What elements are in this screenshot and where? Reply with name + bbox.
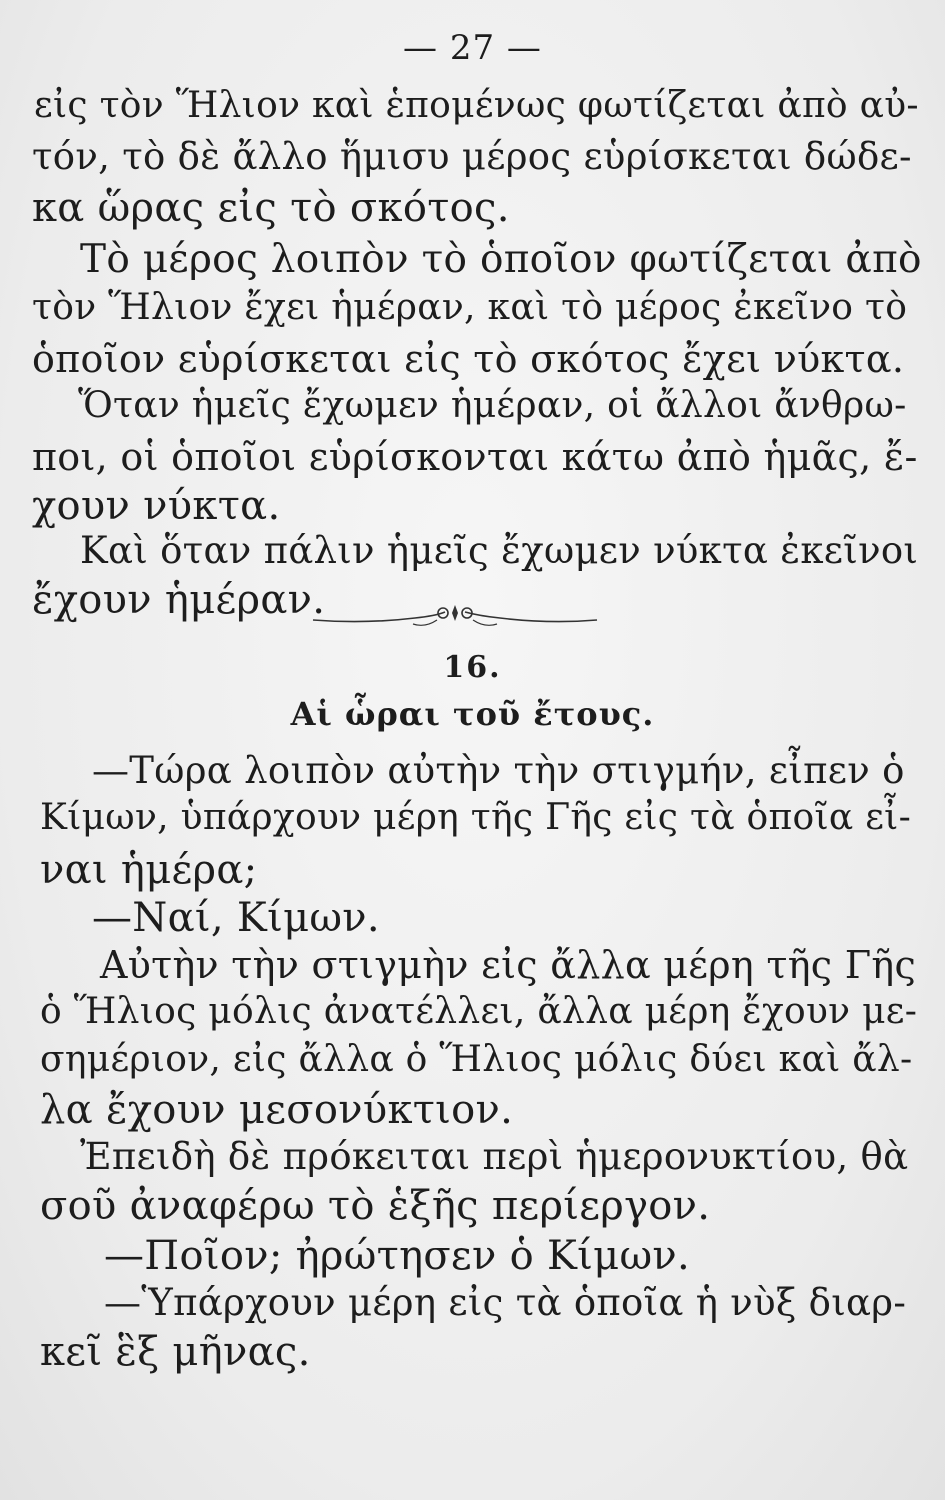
text-line: Ὅταν ἡμεῖς ἔχωμεν ἡμέραν, οἱ ἄλλοι ἄνθρω- bbox=[78, 385, 907, 426]
text-line: Ἐπειδὴ δὲ πρόκειται περὶ ἡμερονυκτίου, θὰ bbox=[80, 1135, 909, 1178]
text-line: —Ὑπάρχουν μέρη εἰς τὰ ὁποῖα ἡ νὺξ διαρ- bbox=[104, 1281, 907, 1324]
text-line: σημέριον, εἰς ἄλλα ὁ Ἥλιος μόλις δύει καὶ ἄλ- bbox=[40, 1039, 913, 1080]
text-line: χουν νύκτα. bbox=[32, 483, 281, 529]
text-line: Αὐτὴν τὴν στιγμὴν εἰς ἄλλα μέρη τῆς Γῆς bbox=[100, 943, 917, 987]
text-line: ὁποῖον εὑρίσκεται εἰς τὸ σκότος ἔχει νύκτα. bbox=[32, 337, 905, 381]
text-line: —Ποῖον; ἠρώτησεν ὁ Κίμων. bbox=[104, 1233, 690, 1279]
text-line: εἰς τὸν Ἥλιον καὶ ἑπομένως φωτίζεται ἀπὸ αὐ- bbox=[34, 85, 919, 126]
text-line: ναι ἡμέρα; bbox=[40, 847, 258, 893]
text-line: κα ὥρας εἰς τὸ σκότος. bbox=[32, 185, 510, 231]
text-line: κεῖ ἓξ μῆνας. bbox=[40, 1329, 311, 1375]
ornament-divider-icon bbox=[305, 598, 605, 632]
text-line: ἔχουν ἡμέραν. bbox=[32, 577, 326, 623]
text-line: σοῦ ἀναφέρω τὸ ἑξῆς περίεργον. bbox=[40, 1183, 711, 1229]
text-line: ὁ Ἥλιος μόλις ἀνατέλλει, ἄλλα μέρη ἔχουν με- bbox=[40, 991, 918, 1032]
text-line: λα ἔχουν μεσονύκτιον. bbox=[40, 1087, 514, 1133]
text-line: Καὶ ὅταν πάλιν ἡμεῖς ἔχωμεν νύκτα ἐκεῖνοι bbox=[80, 529, 919, 572]
text-line: —Τώρα λοιπὸν αὐτὴν τὴν στιγμήν, εἶπεν ὁ bbox=[92, 749, 905, 792]
page-number: — 27 — bbox=[403, 28, 542, 68]
text-line: Τὸ μέρος λοιπὸν τὸ ὁποῖον φωτίζεται ἀπὸ bbox=[80, 237, 922, 282]
text-line: τὸν Ἥλιον ἔχει ἡμέραν, καὶ τὸ μέρος ἐκεῖνο τὸ bbox=[32, 287, 908, 328]
text-line: ποι, οἱ ὁποῖοι εὑρίσκονται κάτω ἀπὸ ἡμᾶς, ἔ- bbox=[32, 435, 918, 479]
section-heading: Αἱ ὧραι τοῦ ἔτους. bbox=[290, 695, 655, 733]
text-line: Κίμων, ὑπάρχουν μέρη τῆς Γῆς εἰς τὰ ὁποῖα εἶ- bbox=[40, 797, 912, 838]
text-line: τόν, τὸ δὲ ἄλλο ἥμισυ μέρος εὑρίσκεται δώδε- bbox=[32, 135, 912, 178]
section-number: 16. bbox=[443, 650, 502, 685]
text-line: —Ναί, Κίμων. bbox=[92, 895, 380, 941]
